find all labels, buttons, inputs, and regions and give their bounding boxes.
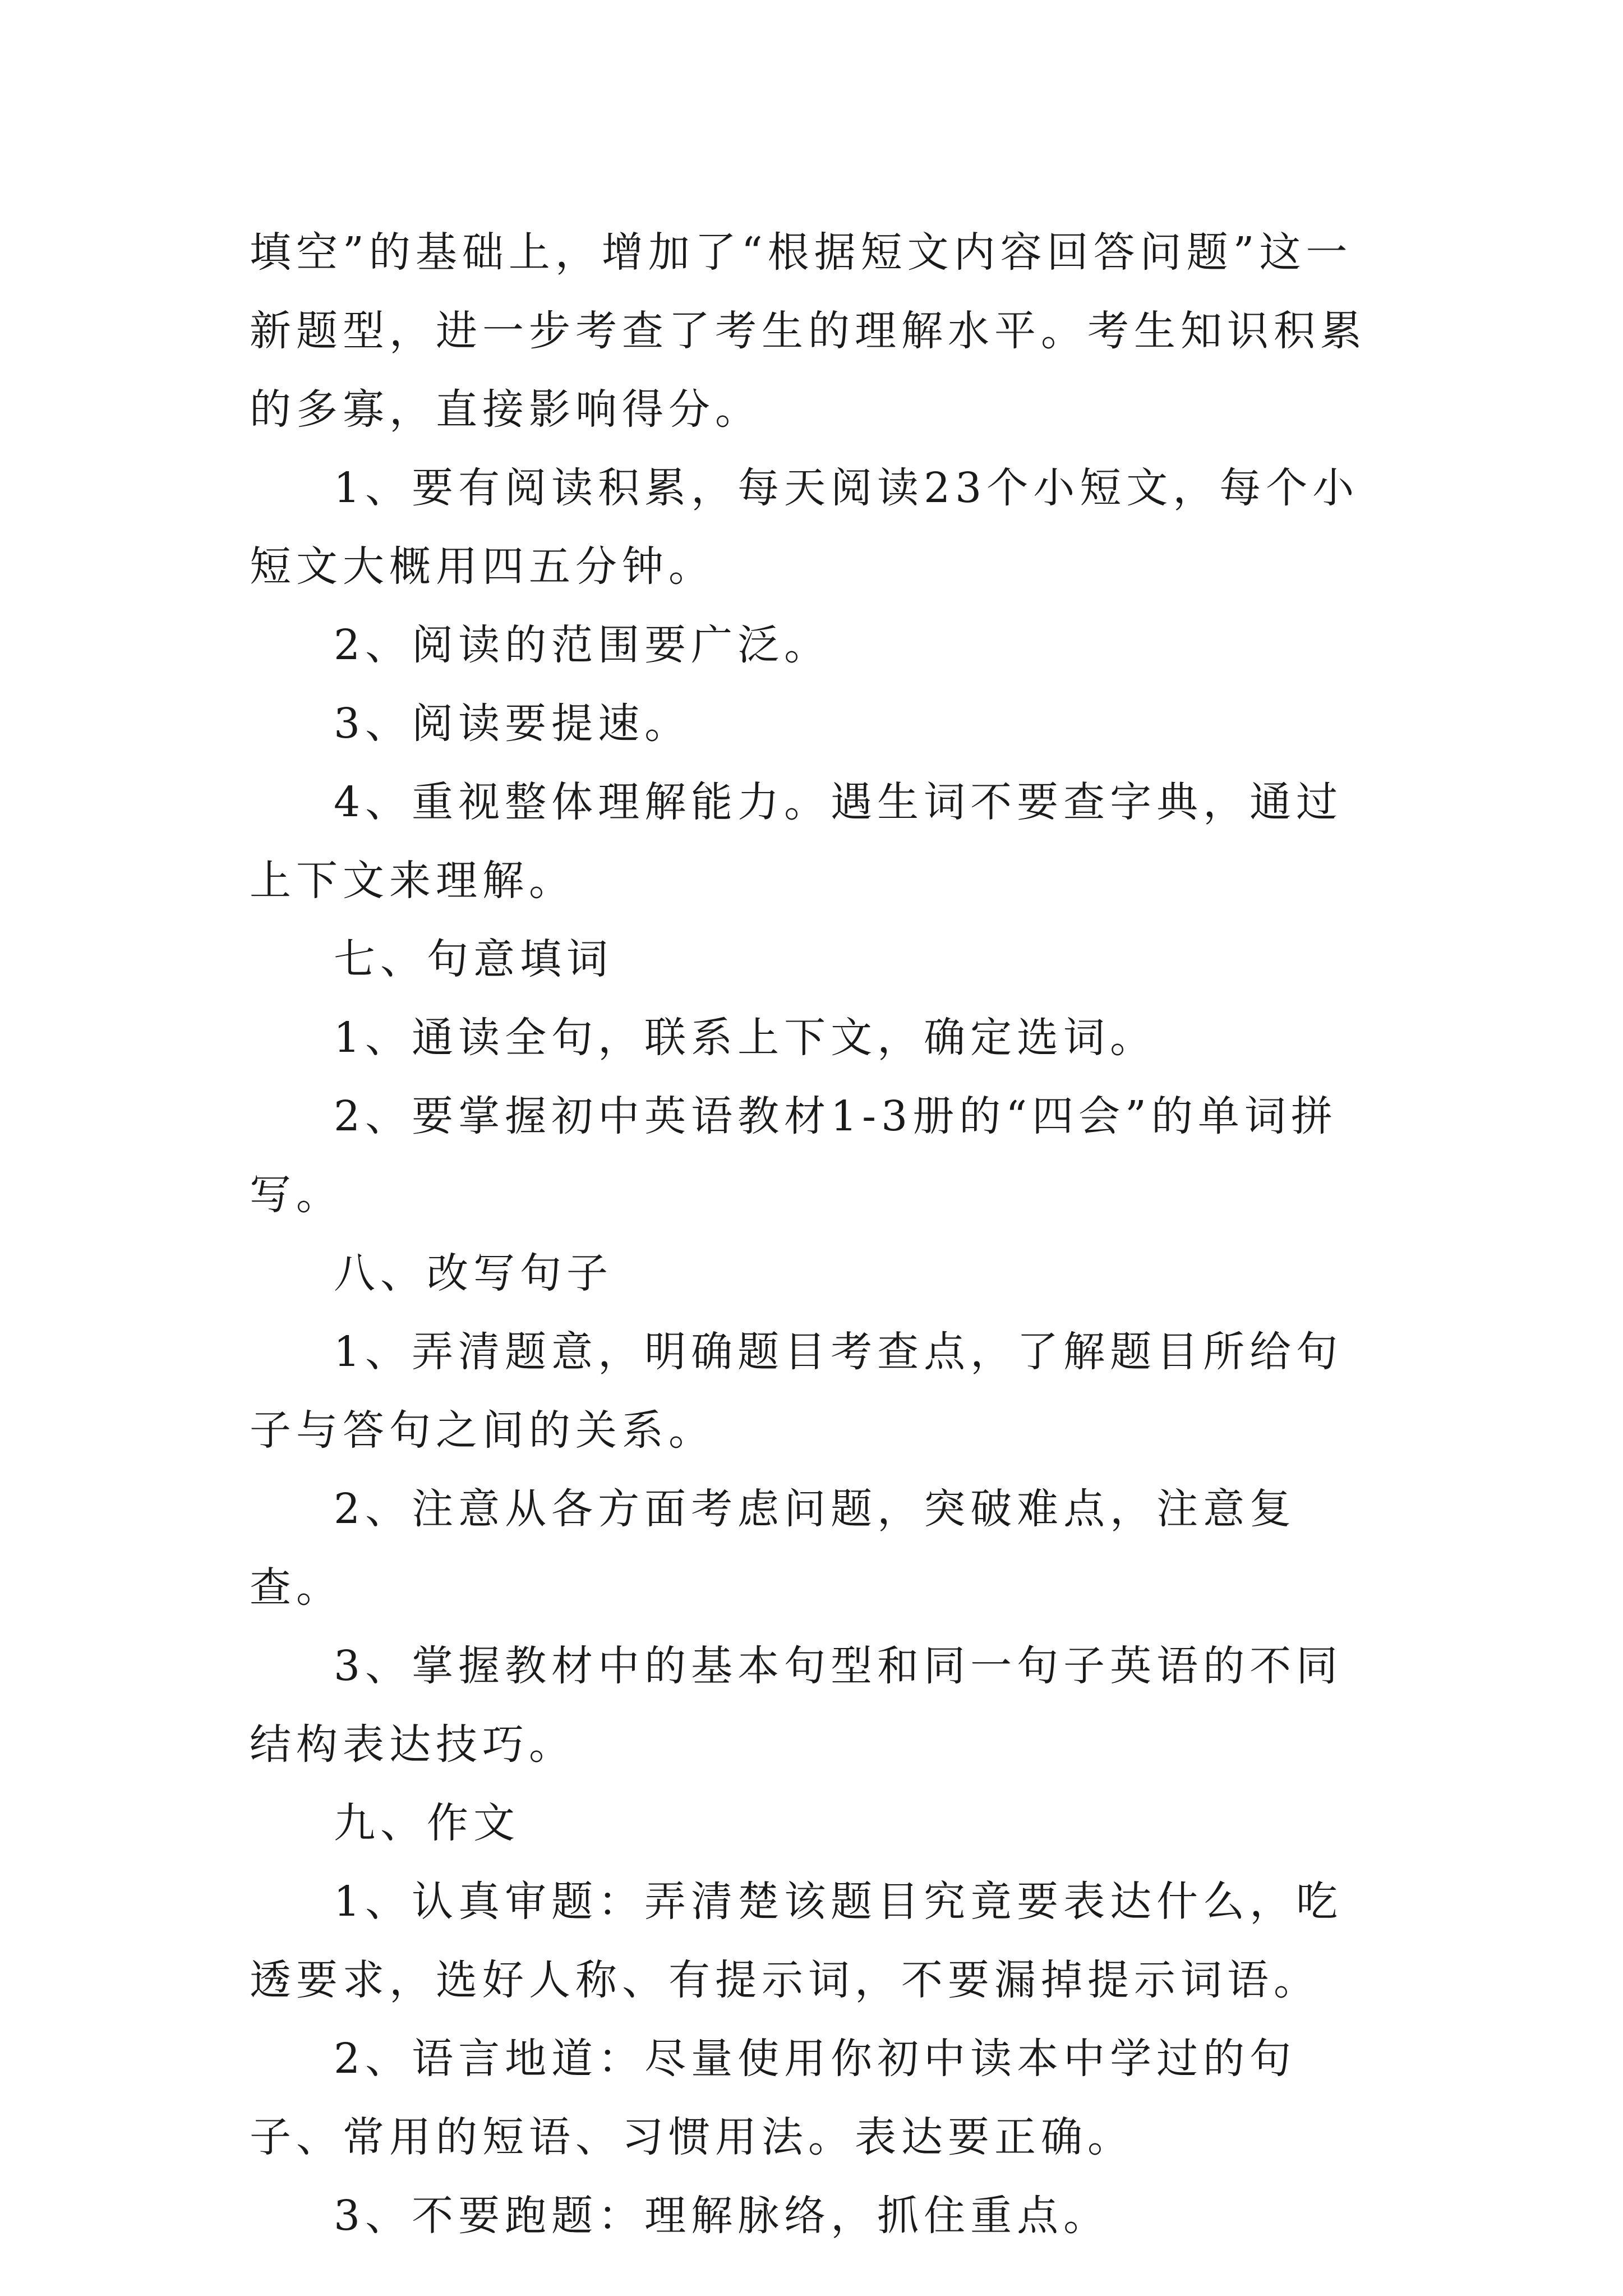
paragraph-rewrite-tip-2: 2、注意从各方面考虑问题，突破难点，注意复查。	[250, 1485, 1297, 1612]
section-heading-composition: 九、作文	[334, 1799, 520, 1847]
paragraph-fill-tip-1: 1、通读全句，联系上下文，确定选词。	[334, 1014, 1157, 1062]
paragraph-reading-tip-3: 3、阅读要提速。	[334, 700, 691, 748]
document-body	[250, 213, 1388, 2255]
paragraph-reading-tip-2: 2、阅读的范围要广泛。	[334, 621, 831, 669]
paragraph-composition-tip-3: 3、不要跑题：理解脉络，抓住重点。	[334, 2192, 1110, 2240]
paragraph-rewrite-tip-1: 1、弄清题意，明确题目考查点，了解题目所给句子与答句之间的关系。	[250, 1328, 1343, 1455]
paragraph-reading-tip-1: 1、要有阅读积累，每天阅读23个小短文，每个小短文大概用四五分钟。	[250, 464, 1359, 591]
paragraph-rewrite-tip-3: 3、掌握教材中的基本句型和同一句子英语的不同结构表达技巧。	[250, 1642, 1343, 1769]
paragraph-composition-tip-1: 1、认真审题：弄清楚该题目究竟要表达什么，吃透要求，选好人称、有提示词，不要漏掉提示词语。	[250, 1878, 1343, 2004]
section-heading-sentence-fill: 七、句意填词	[334, 935, 613, 983]
paragraph-intro-continuation: 填空”的基础上，增加了“根据短文内容回答问题”这一新题型，进一步考查了考生的理解水平。考生知识积累的多寡，直接影响得分。	[250, 228, 1367, 434]
paragraph-composition-tip-2: 2、语言地道：尽量使用你初中读本中学过的句子、常用的短语、习惯用法。表达要正确。	[250, 2035, 1297, 2161]
paragraph-fill-tip-2: 2、要掌握初中英语教材1-3册的“四会”的单词拼写。	[250, 1092, 1338, 1219]
paragraph-reading-tip-4: 4、重视整体理解能力。遇生词不要查字典，通过上下文来理解。	[250, 778, 1343, 905]
section-heading-rewrite: 八、改写句子	[334, 1249, 613, 1297]
